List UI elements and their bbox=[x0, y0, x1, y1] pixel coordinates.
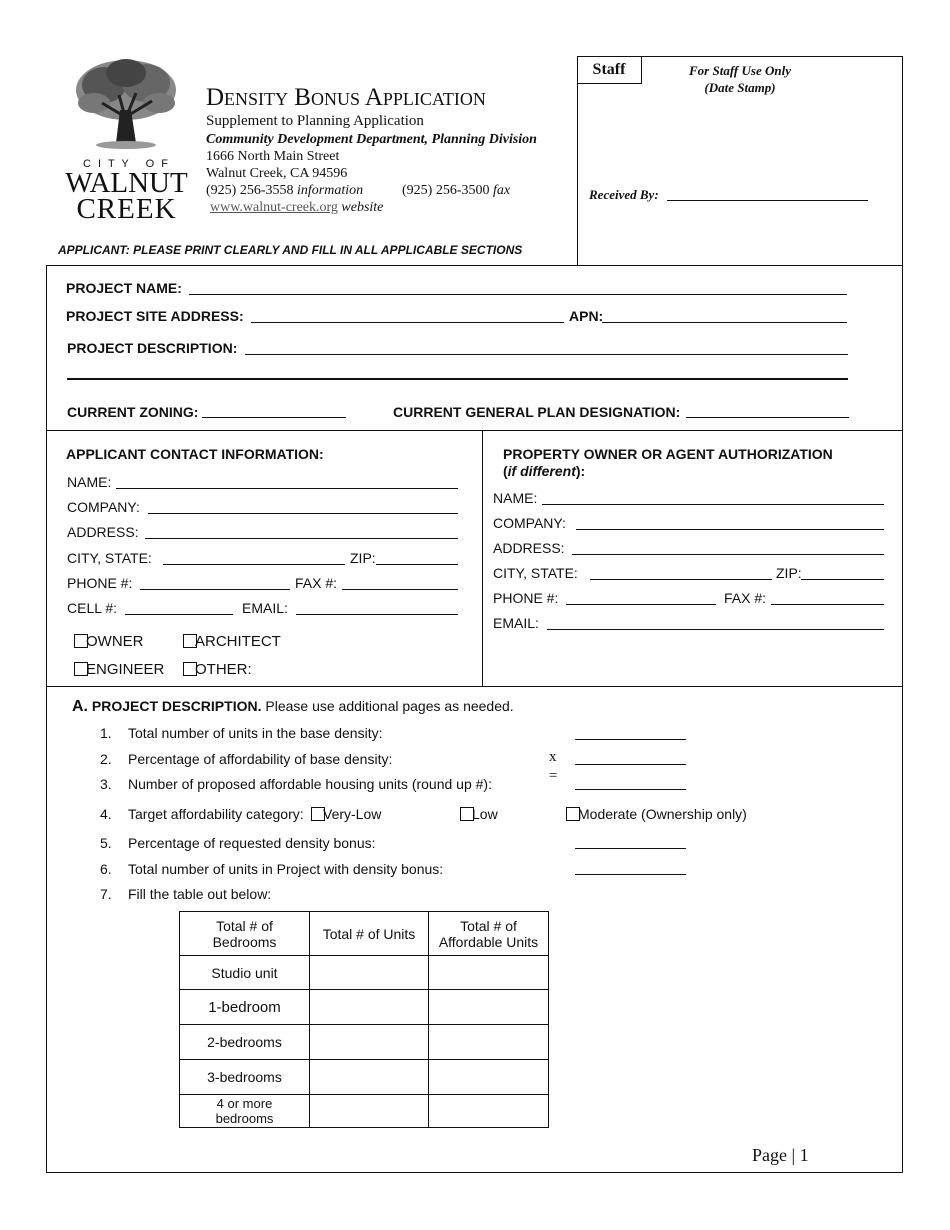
owner-address-field[interactable] bbox=[572, 554, 884, 555]
website-link[interactable]: www.walnut-creek.org bbox=[210, 200, 338, 215]
item-2-num: 2. bbox=[100, 751, 112, 767]
applicant-company-label: COMPANY: bbox=[67, 499, 140, 515]
affordable-cell[interactable] bbox=[429, 990, 549, 1025]
table-row bbox=[180, 956, 549, 990]
row-label: Studio unit bbox=[180, 956, 310, 990]
item-4-text: Target affordability category: bbox=[128, 806, 304, 822]
applicant-company-field[interactable] bbox=[148, 513, 458, 514]
item-4-num: 4. bbox=[100, 806, 112, 822]
affordable-cell[interactable] bbox=[429, 1095, 549, 1128]
owner-name-field[interactable] bbox=[542, 504, 884, 505]
item-1-text: Total number of units in the base density: bbox=[128, 725, 383, 741]
owner-name-label: NAME: bbox=[493, 490, 538, 506]
item-2-text: Percentage of affordability of base density: bbox=[128, 751, 393, 767]
applicant-name-field[interactable] bbox=[116, 488, 458, 489]
page-number: Page | 1 bbox=[752, 1145, 809, 1165]
item-7-num: 7. bbox=[100, 886, 112, 902]
units-cell[interactable] bbox=[310, 1095, 429, 1128]
category-low[interactable]: Low bbox=[460, 806, 498, 822]
item-6-text: Total number of units in Project with density bonus: bbox=[128, 861, 444, 877]
owner-phone-label: PHONE #: bbox=[493, 590, 559, 606]
item-3-num: 3. bbox=[100, 776, 112, 792]
table-row bbox=[180, 1025, 549, 1060]
header-bedrooms: Total # of Bedrooms bbox=[180, 912, 310, 956]
applicant-name-label: NAME: bbox=[67, 474, 112, 490]
item-7-text: Fill the table out below: bbox=[128, 886, 272, 902]
role-architect[interactable]: ARCHITECT bbox=[183, 633, 281, 650]
applicant-phone-label: PHONE #: bbox=[67, 575, 133, 591]
project-site-label: PROJECT SITE ADDRESS: bbox=[66, 308, 244, 324]
role-other[interactable]: OTHER: bbox=[183, 661, 252, 678]
contact-fax bbox=[402, 183, 510, 199]
header-affordable: Total # of Affordable Units bbox=[429, 912, 549, 956]
section-divider bbox=[46, 686, 903, 687]
contact-website bbox=[210, 200, 383, 216]
units-table bbox=[179, 911, 549, 1128]
general-plan-label: CURRENT GENERAL PLAN DESIGNATION: bbox=[393, 404, 681, 420]
current-zoning-label: CURRENT ZONING: bbox=[67, 404, 199, 420]
item-5-field[interactable] bbox=[575, 848, 686, 849]
owner-email-field[interactable] bbox=[547, 629, 884, 630]
logo-city-of: C I T Y O F bbox=[83, 158, 170, 170]
owner-heading: PROPERTY OWNER OR AGENT AUTHORIZATION bbox=[503, 446, 833, 462]
owner-phone-field[interactable] bbox=[566, 604, 716, 605]
general-plan-field[interactable] bbox=[686, 417, 849, 418]
item-1-num: 1. bbox=[100, 725, 112, 741]
owner-email-label: EMAIL: bbox=[493, 615, 539, 631]
project-description-field-2[interactable] bbox=[67, 378, 848, 380]
project-name-label: PROJECT NAME: bbox=[66, 280, 182, 296]
owner-address-label: ADDRESS: bbox=[493, 540, 565, 556]
applicant-fax-label: FAX #: bbox=[295, 575, 338, 591]
units-cell[interactable] bbox=[310, 990, 429, 1025]
project-site-field[interactable] bbox=[251, 322, 564, 323]
contact-phone bbox=[206, 183, 363, 199]
applicant-city-field[interactable] bbox=[163, 564, 345, 565]
website-note: website bbox=[341, 200, 384, 215]
affordable-cell[interactable] bbox=[429, 956, 549, 990]
received-by-field[interactable] bbox=[667, 200, 868, 201]
project-description-label: PROJECT DESCRIPTION: bbox=[67, 340, 238, 356]
applicant-zip-label: ZIP: bbox=[350, 550, 376, 566]
table-row bbox=[180, 990, 549, 1025]
oak-tree-icon bbox=[64, 55, 189, 155]
apn-field[interactable] bbox=[602, 322, 847, 323]
category-moderate[interactable]: Moderate (Ownership only) bbox=[566, 806, 747, 822]
item-3-field[interactable] bbox=[575, 789, 686, 790]
units-cell[interactable] bbox=[310, 956, 429, 990]
applicant-address-field[interactable] bbox=[145, 538, 458, 539]
item-3-text: Number of proposed affordable housing units (round up #): bbox=[128, 776, 492, 792]
item-6-field[interactable] bbox=[575, 874, 686, 875]
row-label: 2-bedrooms bbox=[180, 1025, 310, 1060]
times-symbol: x bbox=[549, 749, 557, 765]
project-description-field[interactable] bbox=[245, 354, 848, 355]
applicant-email-label: EMAIL: bbox=[242, 600, 288, 616]
category-very-low[interactable]: Very-Low bbox=[311, 806, 381, 822]
applicant-address-label: ADDRESS: bbox=[67, 524, 139, 540]
project-name-field[interactable] bbox=[189, 294, 847, 295]
applicant-instruction: APPLICANT: PLEASE PRINT CLEARLY AND FILL IN ALL APPLICABLE SECTIONS bbox=[58, 243, 523, 257]
section-divider bbox=[46, 430, 903, 431]
row-label: 1-bedroom bbox=[180, 990, 310, 1025]
staff-label: Staff bbox=[577, 56, 642, 84]
applicant-heading: APPLICANT CONTACT INFORMATION: bbox=[66, 446, 324, 462]
owner-company-field[interactable] bbox=[576, 529, 884, 530]
table-row bbox=[180, 1060, 549, 1095]
page-title: Density Bonus Application bbox=[206, 84, 486, 111]
applicant-fax-field[interactable] bbox=[342, 589, 458, 590]
city-logo bbox=[64, 55, 189, 225]
fax-note: fax bbox=[493, 183, 511, 198]
section-a-heading: A. PROJECT DESCRIPTION. Please use additional pages as needed. bbox=[72, 698, 514, 715]
item-5-text: Percentage of requested density bonus: bbox=[128, 835, 376, 851]
affordable-cell[interactable] bbox=[429, 1025, 549, 1060]
item-2-field[interactable] bbox=[575, 764, 686, 765]
item-6-num: 6. bbox=[100, 861, 112, 877]
table-row bbox=[180, 1095, 549, 1128]
subtitle: Supplement to Planning Application bbox=[206, 113, 424, 129]
owner-city-field[interactable] bbox=[590, 579, 772, 580]
address-line-2: Walnut Creek, CA 94596 bbox=[206, 166, 348, 181]
applicant-cell-label: CELL #: bbox=[67, 600, 118, 616]
applicant-cell-field[interactable] bbox=[125, 614, 233, 615]
logo-walnut: WALNUT bbox=[65, 167, 188, 199]
staff-use-only: For Staff Use Only bbox=[689, 63, 791, 78]
owner-zip-label: ZIP: bbox=[776, 565, 802, 581]
role-engineer[interactable]: ENGINEER bbox=[74, 661, 164, 678]
header-units: Total # of Units bbox=[310, 912, 429, 956]
applicant-email-field[interactable] bbox=[296, 614, 458, 615]
row-label: 4 or more bedrooms bbox=[180, 1095, 310, 1128]
role-owner[interactable]: OWNER bbox=[74, 633, 144, 650]
units-cell[interactable] bbox=[310, 1025, 429, 1060]
owner-fax-label: FAX #: bbox=[724, 590, 767, 606]
logo-creek: CREEK bbox=[76, 193, 177, 225]
owner-fax-field[interactable] bbox=[771, 604, 884, 605]
phone-number: (925) 256-3558 bbox=[206, 183, 294, 198]
item-1-field[interactable] bbox=[575, 739, 686, 740]
units-cell[interactable] bbox=[310, 1060, 429, 1095]
owner-city-label: CITY, STATE: bbox=[493, 565, 578, 581]
applicant-city-label: CITY, STATE: bbox=[67, 550, 152, 566]
address-line-1: 1666 North Main Street bbox=[206, 149, 340, 164]
phone-note: information bbox=[297, 183, 364, 198]
applicant-phone-field[interactable] bbox=[140, 589, 290, 590]
fax-number: (925) 256-3500 bbox=[402, 183, 490, 198]
row-label: 3-bedrooms bbox=[180, 1060, 310, 1095]
applicant-zip-field[interactable] bbox=[376, 564, 458, 565]
current-zoning-field[interactable] bbox=[202, 417, 346, 418]
equals-symbol: = bbox=[549, 768, 558, 784]
apn-label: APN: bbox=[569, 308, 604, 324]
item-5-num: 5. bbox=[100, 835, 112, 851]
column-divider bbox=[482, 430, 483, 686]
affordable-cell[interactable] bbox=[429, 1060, 549, 1095]
department: Community Development Department, Planning Division bbox=[206, 132, 537, 147]
table-header-row bbox=[180, 912, 549, 956]
owner-heading-note: (if different): bbox=[503, 463, 586, 479]
owner-company-label: COMPANY: bbox=[493, 515, 566, 531]
date-stamp-label: (Date Stamp) bbox=[704, 80, 776, 95]
owner-zip-field[interactable] bbox=[801, 579, 884, 580]
received-by-label: Received By: bbox=[589, 187, 659, 202]
